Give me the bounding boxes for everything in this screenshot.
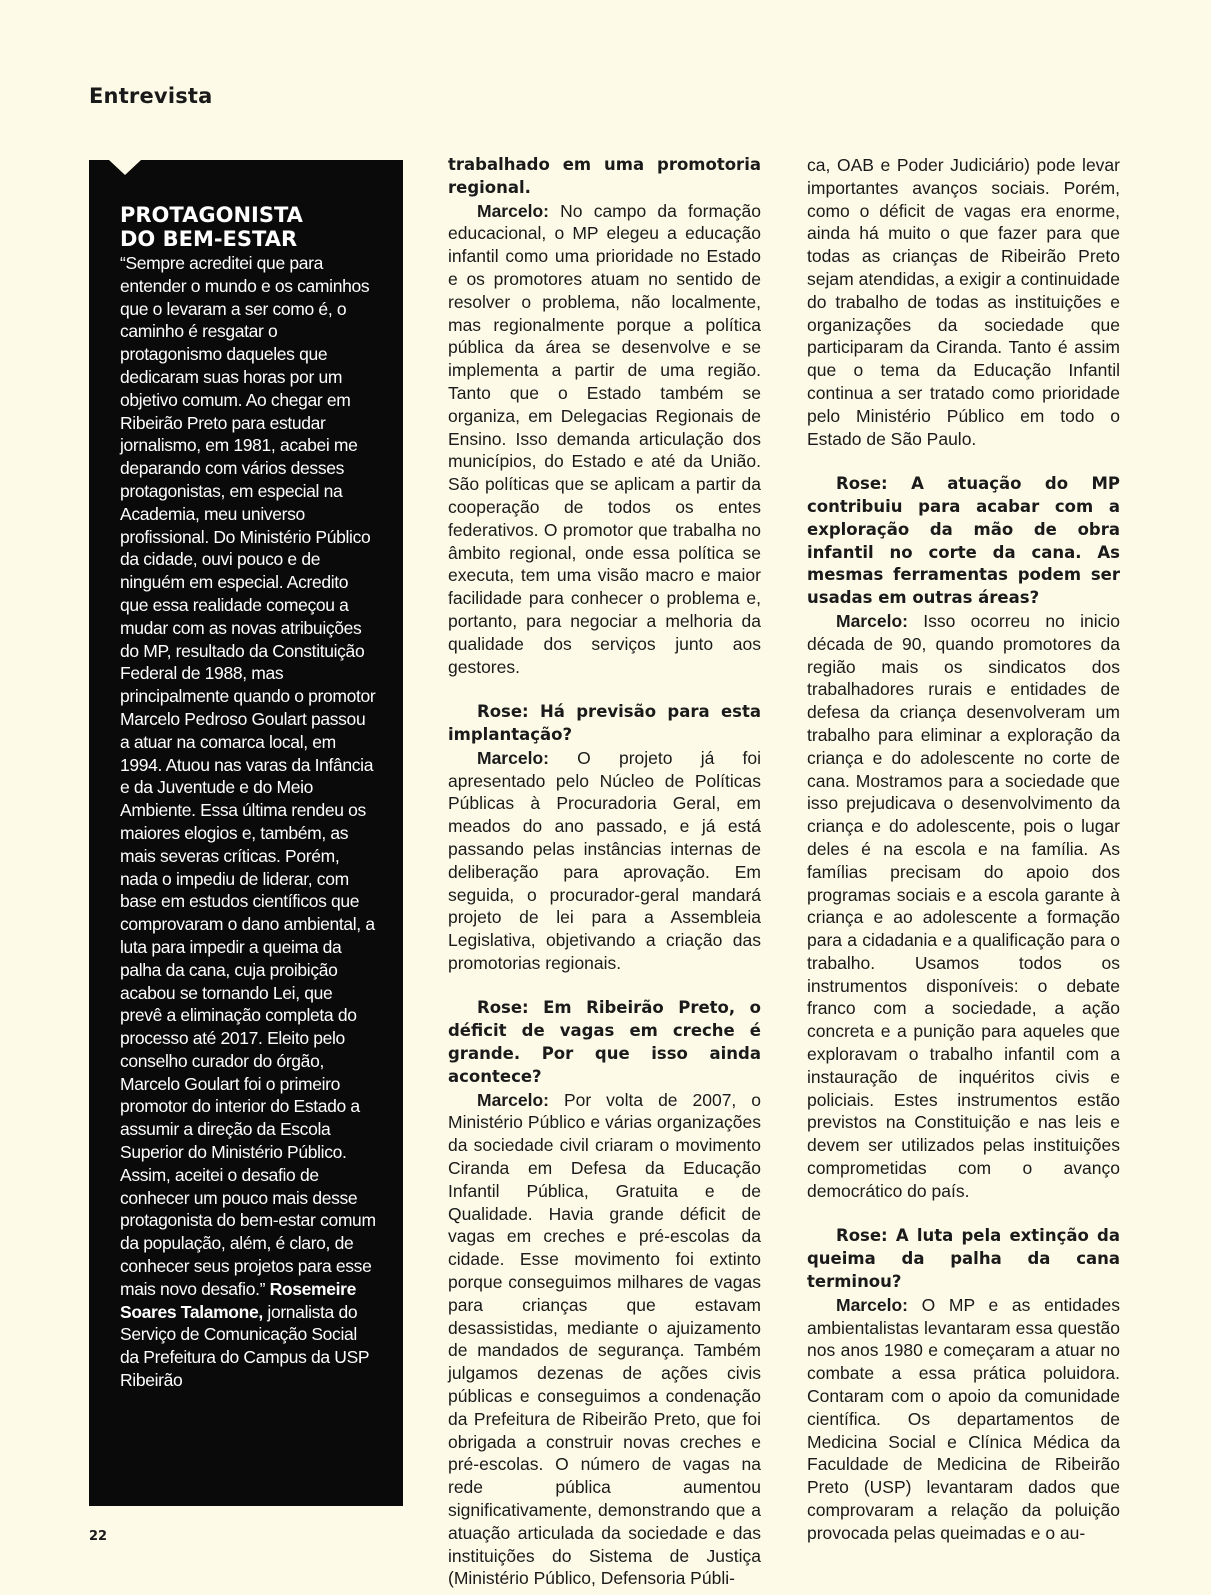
article-column-2 bbox=[448, 154, 761, 1590]
page-number: 22 bbox=[89, 1529, 108, 1544]
sidebar-title bbox=[120, 203, 376, 251]
sidebar-title-line-2: DO BEM-ESTAR bbox=[120, 227, 298, 251]
question-heading: Rose: A luta pela extinção da queima da palha da cana terminou? bbox=[807, 1226, 1120, 1292]
question-heading: Rose: Em Ribeirão Preto, o déficit de vagas em creche é grande. Por que isso ainda acontece? bbox=[448, 998, 761, 1086]
answer-paragraph bbox=[807, 1294, 1120, 1545]
sidebar-notch bbox=[109, 160, 141, 175]
speaker-label: Marcelo: bbox=[477, 747, 549, 768]
question-heading: Rose: A atuação do MP contribuiu para acabar com a exploração da mão de obra infantil no corte da cana. As mesmas ferramentas podem ser usadas em outras áreas? bbox=[807, 474, 1120, 608]
speaker-label: Marcelo: bbox=[477, 1089, 549, 1110]
answer-text: Isso ocorreu no inicio década de 90, quando promotores da região mais os sindicatos dos trabalhadores rurais e entidades de defesa da criança desenvolveram um trabalho para eliminar a exploração da criança e do adolescente no corte de cana. Mostramos para a sociedade que isso prejudicava o desenvolvimento da criança e do adolescente, pois o lugar deles é na escola e na família. As famílias precisam do apoio dos programas sociais e a escola garante à criança e ao adolescente a formação para a cidadania e a qualificação para o trabalho. Usamos todos os instrumentos disponíveis: o debate franco com a sociedade, a ação concreta e a punição para aqueles que exploravam o trabalho infantil com a instauração de inquéritos civis e policiais. Estes instrumentos estão previstos na Constituição e nas leis e devem ser utilizados pelas instituições comprometidas com o avanço democrático do país. bbox=[807, 610, 1120, 1201]
answer-text: O MP e as entidades ambientalistas levantaram essa questão nos anos 1980 e começaram a atuar no combate a essa prática poluidora. Contaram com o apoio da comunidade científica. Os departamentos de Medicina Social e Clínica Médica da Faculdade de Medicina de Ribeirão Preto (USP) levantaram dados que comprovaram a relação da poluição provocada pelas queimadas e o au- bbox=[807, 1294, 1120, 1543]
sidebar-title-line-1: PROTAGONISTA bbox=[120, 203, 303, 227]
article-column-3 bbox=[807, 154, 1120, 1545]
answer-text: O projeto já foi apresentado pelo Núcleo de Políticas Públicas à Procuradoria Geral, em meados do ano passado, e já está passando pelas instâncias internas de deliberação para aprovação. Em seguida, o procurador-geral mandará projeto de lei para a Assembleia Legislativa, objetivando a criação das promotorias regionais. bbox=[448, 747, 761, 973]
answer-paragraph bbox=[448, 1089, 761, 1591]
answer-text: No campo da formação educacional, o MP elegeu a educação infantil como uma prioridade no Estado e os promotores atuam no sentido de resolver o problema, não localmente, mas regionalmente porque a política pública da área se desenvolve e se implementa a partir de uma região. Tanto que o Estado também se organiza, em Delegacias Regionais de Ensino. Isso demanda articulação dos municípios, do Estado e até da União. São políticas que se aplicam a partir da cooperação de todos os entes federativos. O promotor que trabalha no âmbito regional, onde essa política se executa, tem uma visão macro e maior facilidade para conhecer o problema e, portanto, para negociar a melhoria da qualidade dos serviços junto aos gestores. bbox=[448, 200, 761, 677]
author-role: jornalista do Serviço de Comunicação Social da Prefeitura do Campus da USP Ribeirão bbox=[120, 1301, 369, 1391]
intro-quote: “Sempre acreditei que para entender o mundo e os caminhos que o levaram a ser como é, o caminho é resgatar o protagonismo daqueles que dedicaram suas horas por um objetivo comum. Ao chegar em Ribeirão Preto para estudar jornalismo, em 1981, acabei me deparando com vários desses protagonistas, em especial na Academia, meu universo profissional. Do Ministério Público da cidade, ouvi pouco e de ninguém em especial. Acredito que essa realidade começou a mudar com as novas atribuições do MP, resultado da Constituição Federal de 1988, mas principalmente quando o promotor Marcelo Pedroso Goulart passou a atuar na comarca local, em 1994. Atuou nas varas da Infância e da Juventude e do Meio Ambiente. Essa última rendeu os maiores elogios e, também, as mais severas críticas. Porém, nada o impediu de liderar, com base em estudos científicos que comprovaram o dano ambiental, a luta para impedir a queima da palha da cana, cuja proibição acabou se tornando Lei, que prevê a eliminação completa do processo até 2017. Eleito pelo conselho curador do órgão, Marcelo Goulart foi o primeiro promotor do interior do Estado a assumir a direção da Escola Superior do Ministério Público. Assim, aceitei o desafio de conhecer um pouco mais desse protagonista do bem-estar comum da população, além, é claro, de conhecer seus projetos para esse mais novo desafio.” bbox=[120, 253, 376, 1299]
answer-continuation: ca, OAB e Poder Judiciário) pode levar importantes avanços sociais. Porém, como o déficit de vagas era enorme, ainda há muito o que fazer para que todas as crianças de Ribeirão Preto sejam atendidas, a exigir a continuidade do trabalho de todas as instituições e organizações da sociedade que participaram da Ciranda. Tanto é assim que o tema da Educação Infantil continua a ser tratado como prioridade pelo Ministério Público em todo o Estado de São Paulo. bbox=[807, 155, 1120, 449]
answer-text: Por volta de 2007, o Ministério Público e várias organizações da sociedade civil criaram o movimento Ciranda em Defesa da Educação Infantil Pública, Gratuita e de Qualidade. Havia grande déficit de vagas em creches e pré-escolas da cidade. Esse movimento foi extinto porque conseguimos milhares de vagas para crianças que estavam desassistidas, mediante o ajuizamento de mandados de segurança. Também julgamos dezenas de ações civis públicas e conseguimos a condenação da Prefeitura de Ribeirão Preto, que foi obrigada a construir novas creches e pré-escolas. O número de vagas na rede pública aumentou significativamente, demonstrando que a atuação articulada da sociedade e das instituições do Sistema de Justiça (Ministério Público, Defensoria Públi- bbox=[448, 1089, 761, 1589]
question-continuation: trabalhado em uma promotoria regional. bbox=[448, 155, 761, 197]
sidebar-body bbox=[120, 252, 376, 1392]
intro-sidebar bbox=[89, 160, 403, 1506]
speaker-label: Marcelo: bbox=[477, 200, 549, 221]
author-name: Rosemeire Soares Talamone, bbox=[120, 1278, 356, 1322]
answer-paragraph bbox=[807, 610, 1120, 1203]
answer-paragraph bbox=[448, 747, 761, 975]
speaker-label: Marcelo: bbox=[836, 1294, 908, 1315]
sidebar-content bbox=[120, 203, 376, 1392]
answer-paragraph bbox=[448, 200, 761, 679]
section-label: Entrevista bbox=[89, 84, 213, 108]
speaker-label: Marcelo: bbox=[836, 610, 908, 631]
question-heading: Rose: Há previsão para esta implantação? bbox=[448, 702, 761, 744]
